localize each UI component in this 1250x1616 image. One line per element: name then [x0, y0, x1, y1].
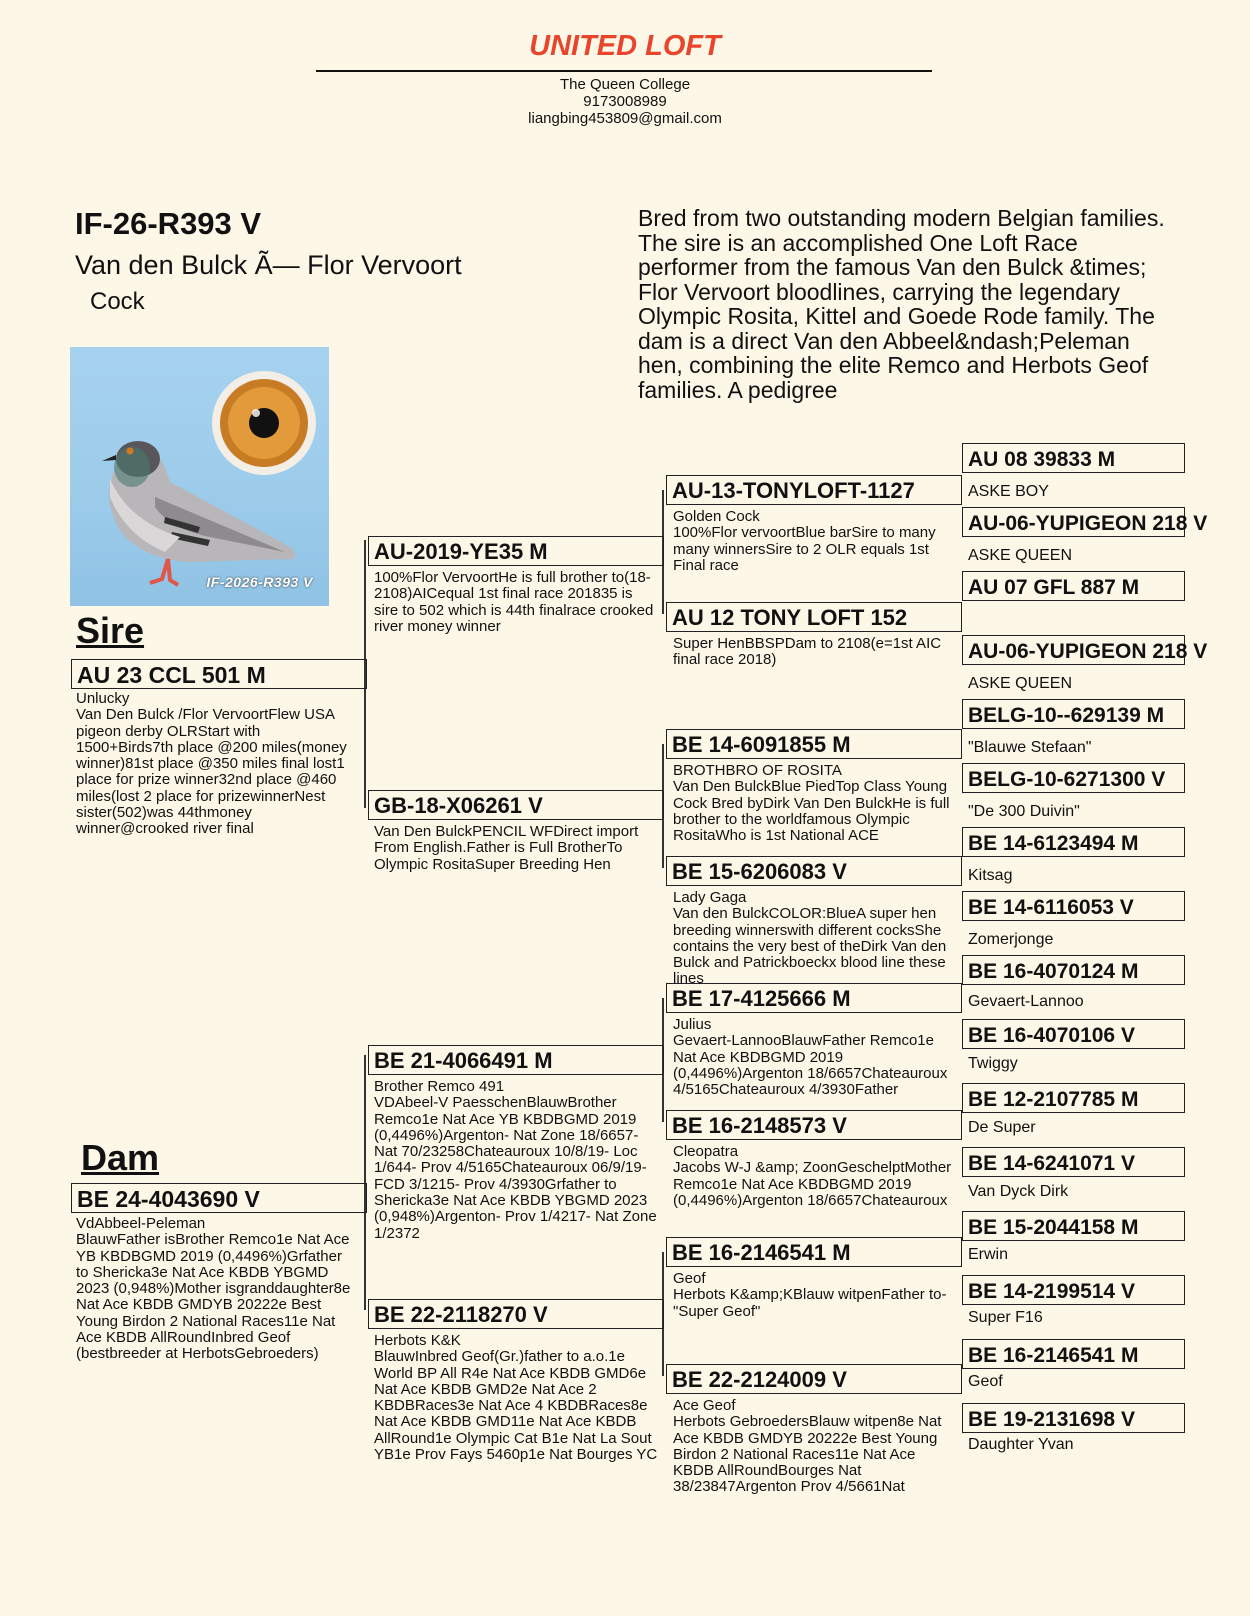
gen3-name-8: Ace Geof [673, 1397, 736, 1414]
gen4-box-7[interactable] [962, 827, 1185, 857]
header-divider [316, 70, 932, 72]
gen4-name-9: Gevaert-Lannoo [968, 993, 1084, 1010]
dam-title: Dam [81, 1137, 160, 1178]
gen3-ring-2: AU 12 TONY LOFT 152 [672, 605, 908, 630]
sire-ring-box[interactable] [71, 659, 367, 689]
gen3-notes-text-2: Super HenBBSPDam to 2108(e=1st AIC final race 2018) [673, 635, 942, 669]
bird-ring-number: IF-26-R393 V [75, 206, 262, 241]
gen4-box-6[interactable] [962, 763, 1185, 793]
gen4-name-15: Geof [968, 1373, 1003, 1390]
gen3-name-6: Cleopatra [673, 1143, 739, 1160]
gen2-notes-3 [374, 1079, 658, 1263]
gen2-ring-2: GB-18-X06261 V [374, 793, 543, 818]
gen4-name-16: Daughter Yvan [968, 1436, 1074, 1453]
gen4-box-4[interactable] [962, 635, 1208, 665]
gen3-notes-text-4: Van den BulckCOLOR:BlueA super hen breeding winnerswith different cocksShe contains the very best of theDirk Van den Bulck and Patrickboeckx blood line these lines [673, 905, 947, 988]
gen4-ring-6: BELG-10-6271300 V [968, 768, 1166, 791]
gen3-notes-text-8: Herbots GebroedersBlauw witpen8e Nat Ace KBDB GMDYB 20222e Best Young Birdon 2 National Races11e Nat Ace KBDB AllRoundBourges Nat 38/23847Argenton Prov 4/5661Nat [673, 1413, 942, 1496]
gen2-name-4: Herbots K&K [374, 1332, 461, 1349]
gen3-notes-text-3: Van Den BulckBlue PiedTop Class Young Cock Bred byDirk Van Den BulckHe is full brother to the worldfamous Olympic RositaWho is 1st National ACE [673, 778, 950, 845]
gen4-ring-4: AU-06-YUPIGEON 218 V [968, 640, 1208, 663]
gen2-ring-3: BE 21-4066491 M [374, 1048, 553, 1073]
gen4-name-5: "Blauwe Stefaan" [968, 739, 1092, 756]
gen2-notes-4 [374, 1333, 658, 1485]
gen4-ring-15: BE 16-2146541 M [968, 1344, 1139, 1367]
bird-description: Bred from two outstanding modern Belgian families. The sire is an accomplished One Loft Race performer from the famous Van den Bulck &times; Flor Vervoort bloodlines, carrying the legendary Olympic Rosita, Kittel and Goede Rode family. The dam is a direct Van den Abbeel&ndash;Peleman hen, combining the elite Remco and Herbots Geof families. A pedigree [638, 205, 1165, 403]
gen2-ring-1: AU-2019-YE35 M [374, 539, 548, 564]
loft-name: UNITED LOFT [529, 30, 721, 62]
gen3-notes-4 [673, 889, 953, 988]
phone-number: 9173008989 [583, 93, 667, 110]
gen4-box-15[interactable] [962, 1339, 1185, 1369]
gen4-ring-12: BE 14-6241071 V [968, 1152, 1135, 1175]
gen3-box-3[interactable] [666, 729, 962, 759]
gen3-name-3: BROTHBRO OF ROSITA [673, 762, 842, 779]
gen2-notes-1 [374, 570, 658, 640]
gen3-notes-8 [673, 1397, 953, 1496]
gen4-name-8: Zomerjonge [968, 931, 1054, 948]
gen3-notes-7 [673, 1271, 953, 1331]
gen4-box-2[interactable] [962, 507, 1208, 537]
gen3-notes-2 [673, 636, 953, 676]
gen3-name-7: Geof [673, 1270, 706, 1287]
gen3-ring-6: BE 16-2148573 V [672, 1113, 847, 1138]
gen2-notes-text-4: BlauwInbred Geof(Gr.)father to a.o.1e World BP All R4e Nat Ace KBDB GMD6e Nat Ace KBDB GMD2e Nat Ace 2 KBDBRaces3e Nat Ace 4 KBDBRaces8e Nat Ace KBDB GMD11e Nat Ace KBDB AllRound1e Olympic Cat B1e Nat La Sout YB1e Prov Fays 5460p1e Nat Bourges YC [374, 1348, 658, 1464]
gen4-box-12[interactable] [962, 1147, 1185, 1177]
dam-ring: BE 24-4043690 V [77, 1186, 260, 1212]
sire-notes-text: Van Den Bulck /Flor VervoortFlew USA pigeon derby OLRStart with 1500+Birds7th place @200 miles(money winner)81st place @350 miles final lost1 place for prize winner32nd place @460 miles(lost 2 place for prizewinnerNest sister(502)was 44thmoney winner@crooked river final [76, 706, 347, 838]
gen4-name-4: ASKE QUEEN [968, 675, 1073, 692]
gen4-name-2: ASKE QUEEN [968, 547, 1073, 564]
gen4-name-10: Twiggy [968, 1055, 1018, 1072]
gen4-ring-9: BE 16-4070124 M [968, 960, 1139, 983]
gen4-name-7: Kitsag [968, 867, 1013, 884]
gen4-name-1: ASKE BOY [968, 483, 1049, 500]
gen3-box-5[interactable] [666, 983, 962, 1013]
gen4-ring-10: BE 16-4070106 V [968, 1024, 1135, 1047]
photo-ring-label: IF-2026-R393 V [206, 574, 313, 590]
gen3-ring-1: AU-13-TONYLOFT-1127 [672, 478, 915, 503]
gen3-box-1[interactable] [666, 475, 962, 505]
gen4-box-16[interactable] [962, 1403, 1185, 1433]
gen4-box-5[interactable] [962, 699, 1185, 729]
gen3-box-8[interactable] [666, 1364, 962, 1394]
dam-ring-box[interactable] [71, 1183, 367, 1213]
dam-notes-text: BlauwFather isBrother Remco1e Nat Ace YB KBDBGMD 2019 (0,4496%)Grfather to Shericka3e Nat Ace KBDB YBGMD 2023 (0,948%)Mother isgranddaughter8e Nat Ace KBDB GMDYB 20222e Best Young Birdon 2 National Races11e Nat Ace KBDB AllRoundInbred Geof (bestbreeder at HerbotsGebroeders) [76, 1231, 351, 1363]
gen2-notes-2 [374, 824, 658, 894]
gen2-name-3: Brother Remco 491 [374, 1078, 505, 1095]
pigeon-illustration [70, 347, 329, 606]
sire-name: Unlucky [76, 690, 130, 707]
gen3-notes-text-7: Herbots K&amp;KBlauw witpenFather to- "Super Geof" [673, 1286, 947, 1320]
gen3-notes-text-6: Jacobs W-J &amp; ZoonGeschelptMother Remco1e Nat Ace KBDBGMD 2019 (0,4496%)Argenton 18/6657Chateauroux [673, 1159, 952, 1209]
gen4-name-13: Erwin [968, 1246, 1009, 1263]
gen3-ring-8: BE 22-2124009 V [672, 1367, 847, 1392]
sire-title: Sire [76, 610, 145, 651]
dam-name: VdAbbeel-Peleman [76, 1215, 206, 1232]
gen4-box-9[interactable] [962, 955, 1185, 985]
gen4-box-10[interactable] [962, 1019, 1185, 1049]
gen3-notes-6 [673, 1144, 953, 1237]
gen4-ring-16: BE 19-2131698 V [968, 1408, 1135, 1431]
gen4-ring-7: BE 14-6123494 M [968, 832, 1139, 855]
gen4-box-13[interactable] [962, 1211, 1185, 1241]
gen3-name-5: Julius [673, 1016, 712, 1033]
gen3-notes-3 [673, 763, 953, 856]
gen4-ring-3: AU 07 GFL 887 M [968, 576, 1140, 599]
gen4-ring-13: BE 15-2044158 M [968, 1216, 1139, 1239]
gen4-ring-2: AU-06-YUPIGEON 218 V [968, 512, 1208, 535]
gen3-box-4[interactable] [666, 856, 962, 886]
bird-strain: Van den Bulck Ã— Flor Vervoort [75, 250, 462, 280]
gen3-box-6[interactable] [666, 1110, 962, 1140]
gen2-box-1[interactable] [368, 536, 664, 566]
gen2-box-4[interactable] [368, 1299, 664, 1329]
gen2-notes-text-2: Van Den BulckPENCIL WFDirect import From English.Father is Full BrotherTo Olympic RositaSuper Breeding Hen [374, 823, 639, 873]
pigeon-photo [70, 347, 329, 606]
gen2-box-3[interactable] [368, 1045, 664, 1075]
gen4-box-14[interactable] [962, 1275, 1185, 1305]
gen4-name-12: Van Dyck Dirk [968, 1183, 1069, 1200]
gen4-ring-1: AU 08 39833 M [968, 448, 1116, 471]
sire-notes [76, 691, 356, 859]
gen4-box-3[interactable] [962, 571, 1185, 601]
gen3-notes-text-5: Gevaert-LannooBlauwFather Remco1e Nat Ace KBDBGMD 2019 (0,4496%)Argenton 18/6657Chateauroux 4/5165Chateauroux 4/3930Father [673, 1032, 948, 1099]
gen3-ring-3: BE 14-6091855 M [672, 732, 851, 757]
gen3-notes-5 [673, 1017, 953, 1110]
gen3-ring-7: BE 16-2146541 M [672, 1240, 851, 1265]
gen2-notes-text-1: 100%Flor VervoortHe is full brother to(18-2108)AICequal 1st final race 201835 is sire to 502 which is 44th finalrace crooked river money winner [374, 569, 654, 635]
gen4-box-1[interactable] [962, 443, 1185, 473]
email-address: liangbing453809@gmail.com [528, 110, 722, 127]
gen3-name-1: Golden Cock [673, 508, 760, 525]
gen3-notes-text-1: 100%Flor vervoortBlue barSire to many many winnersSire to 2 OLR equals 1st Final race [673, 524, 936, 574]
gen2-notes-text-3: VDAbeel-V PaesschenBlauwBrother Remco1e Nat Ace YB KBDBGMD 2019 (0,4496%)Argenton- Nat Zone 18/6657- Nat 70/23258Chateauroux 10/8/19- Loc 1/644- Prov 4/5165Chateauroux 06/9/19- FCD 3/1215- Prov 4/3930Grfather to Shericka3e Nat Ace KBDB YBGMD 2023 (0,948%)Argenton- Prov 1/4217- Nat Zone 1/2372 [374, 1094, 657, 1242]
gen4-box-11[interactable] [962, 1083, 1185, 1113]
gen4-ring-5: BELG-10--629139 M [968, 704, 1165, 727]
gen3-name-4: Lady Gaga [673, 889, 747, 906]
gen4-box-8[interactable] [962, 891, 1185, 921]
org-name: The Queen College [559, 76, 691, 93]
gen3-notes-1 [673, 509, 953, 576]
gen4-name-6: "De 300 Duivin" [968, 803, 1080, 820]
gen3-ring-5: BE 17-4125666 M [672, 986, 851, 1011]
gen3-ring-4: BE 15-6206083 V [672, 859, 847, 884]
gen4-name-11: De Super [968, 1119, 1036, 1136]
dam-notes [76, 1216, 356, 1384]
gen4-ring-11: BE 12-2107785 M [968, 1088, 1139, 1111]
gen2-ring-4: BE 22-2118270 V [374, 1302, 548, 1327]
gen3-box-7[interactable] [666, 1237, 962, 1267]
gen2-box-2[interactable] [368, 790, 664, 820]
gen4-name-14: Super F16 [968, 1309, 1043, 1326]
bird-sex: Cock [90, 288, 145, 315]
gen3-box-2[interactable] [666, 602, 962, 632]
gen4-ring-14: BE 14-2199514 V [968, 1280, 1135, 1303]
eye-icon [212, 371, 316, 475]
gen4-ring-8: BE 14-6116053 V [968, 896, 1134, 919]
sire-ring: AU 23 CCL 501 M [77, 662, 266, 688]
